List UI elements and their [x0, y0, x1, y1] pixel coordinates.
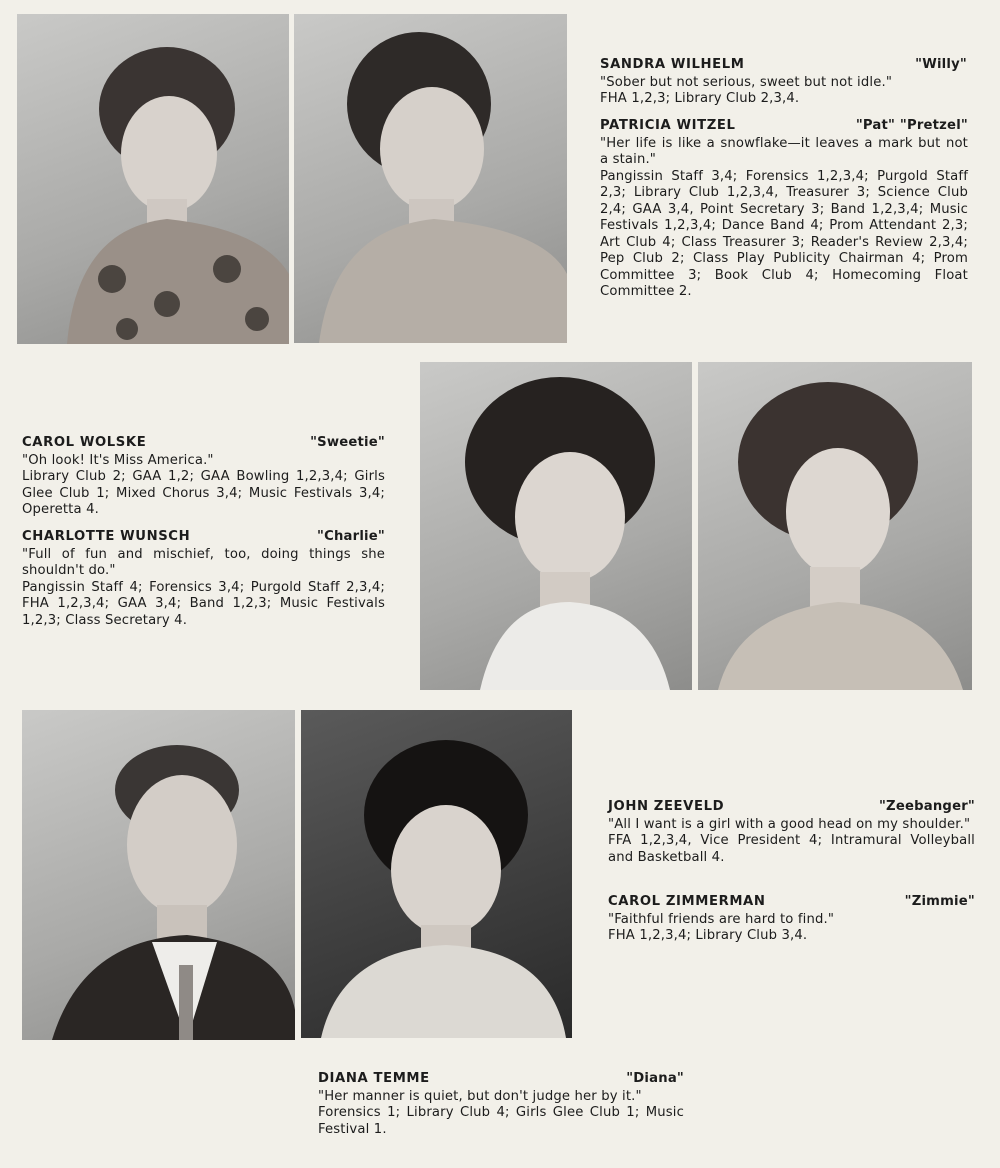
student-quote: "Oh look! It's Miss America."	[22, 452, 214, 468]
student-name: CAROL WOLSKE	[22, 435, 147, 450]
entry-charlotte-wunsch	[22, 529, 385, 629]
student-nickname: "Diana"	[626, 1071, 684, 1086]
student-name: CHARLOTTE WUNSCH	[22, 529, 191, 544]
student-quote: "Faithful friends are hard to find."	[608, 911, 835, 927]
student-activities: Library Club 2; GAA 1,2; GAA Bowling 1,2,3,4; Girls Glee Club 1; Mixed Chorus 3,4; Music Festivals 3,4; Operetta 4.	[22, 469, 385, 517]
student-activities: Pangissin Staff 3,4; Forensics 1,2,3,4; Purgold Staff 2,3; Library Club 1,2,3,4, Treasurer 3; Science Club 2,4; GAA 3,4, Point Secretary 3; Band 1,2,3,4; Music Festivals 1,2,3,4; Dance Band 4; Prom Attendant 2,3; Art Club 4; Class Treasurer 3; Reader's Review 2,3,4; Pep Club 2; Class Play Publicity Chairman 4; Prom Committee 3; Book Club 4; Homecoming Float Committee 2.	[600, 168, 968, 299]
portrait-john-zeeveld	[22, 710, 295, 1040]
student-nickname: "Charlie"	[317, 529, 385, 544]
student-quote: "Full of fun and mischief, too, doing things she shouldn't do."	[22, 546, 385, 578]
student-activities: Pangissin Staff 4; Forensics 3,4; Purgold Staff 2,3,4; FHA 1,2,3,4; GAA 3,4; Band 1,2,3; Music Festivals 1,2,3; Class Secretary 4.	[22, 579, 385, 628]
student-nickname: "Sweetie"	[310, 435, 385, 450]
student-quote: "All I want is a girl with a good head on my shoulder."	[608, 816, 971, 832]
student-activities: FHA 1,2,3; Library Club 2,3,4.	[600, 91, 800, 106]
portrait-carol-wolske	[420, 362, 692, 690]
student-activities: FHA 1,2,3,4; Library Club 3,4.	[608, 928, 808, 943]
portrait-sandra-wilhelm	[17, 14, 289, 344]
portrait-patricia-witzel	[294, 14, 567, 343]
student-quote: "Sober but not serious, sweet but not idle."	[600, 74, 893, 90]
student-quote: "Her life is like a snowflake—it leaves a mark but not a stain."	[600, 135, 968, 167]
student-nickname: "Zimmie"	[904, 894, 975, 909]
student-activities: FFA 1,2,3,4, Vice President 4; Intramural Volleyball and Basketball 4.	[608, 833, 975, 865]
student-name: SANDRA WILHELM	[600, 57, 745, 72]
student-nickname: "Pat" "Pretzel"	[855, 118, 968, 133]
portrait-charlotte-wunsch	[698, 362, 972, 690]
entry-john-zeeveld	[608, 799, 975, 866]
entry-sandra-wilhelm	[600, 57, 967, 108]
entry-carol-zimmerman	[608, 894, 975, 945]
student-name: CAROL ZIMMERMAN	[608, 894, 766, 909]
portrait-diana-temme	[301, 710, 572, 1038]
student-name: JOHN ZEEVELD	[608, 799, 725, 814]
student-activities: Forensics 1; Library Club 4; Girls Glee Club 1; Music Festival 1.	[318, 1105, 684, 1137]
entry-patricia-witzel	[600, 118, 968, 301]
entry-diana-temme	[318, 1071, 684, 1138]
entry-carol-wolske	[22, 435, 385, 519]
student-nickname: "Zeebanger"	[878, 799, 975, 814]
student-quote: "Her manner is quiet, but don't judge her by it."	[318, 1088, 642, 1104]
student-name: PATRICIA WITZEL	[600, 118, 736, 133]
student-name: DIANA TEMME	[318, 1071, 430, 1086]
student-nickname: "Willy"	[915, 57, 967, 72]
